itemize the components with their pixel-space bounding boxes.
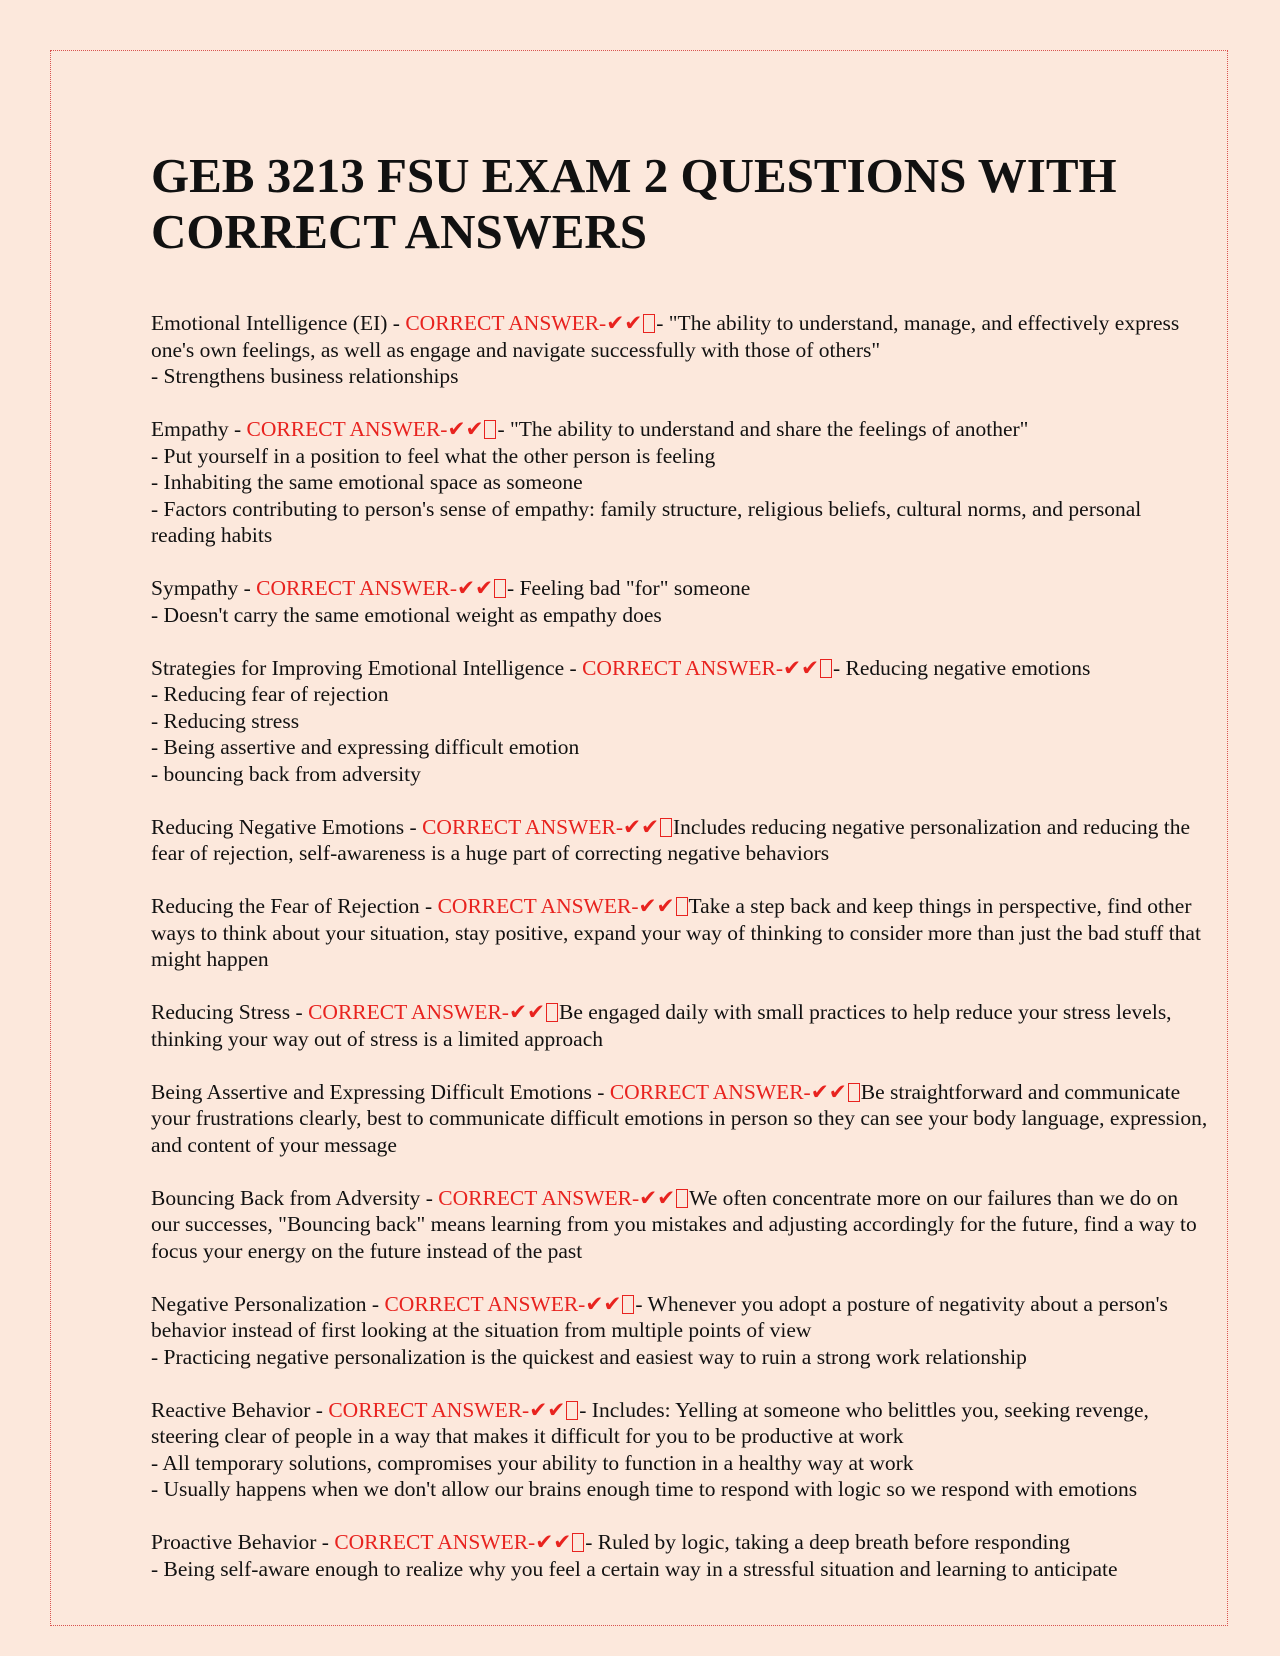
answer-bullet-line: - Factors contributing to person's sense of empathy: family structure, religious beliefs, cultural norms, and personal reading habits [151,496,1142,547]
answer-bullet-line: - Usually happens when we don't allow our brains enough time to respond with logic so we respond with emotions [151,1477,1138,1501]
qa-first-line [151,1291,1211,1344]
separator: - [404,814,423,839]
answer-bullet-line: - Reducing fear of rejection [151,682,389,706]
question-term: Negative Personalization [151,1291,367,1316]
answer-bullet-line: - Practicing negative personalization is the quickest and easiest way to ruin a strong work relationship [151,1344,1027,1369]
qa-first-line [151,655,1211,682]
qa-first-line [151,575,1211,602]
qa-first-line [151,814,1211,867]
qa-list [151,310,1211,1582]
separator: - [366,1291,385,1316]
qa-entry [151,999,1211,1052]
qa-first-line [151,893,1211,973]
answer-bullet-line: - Being assertive and expressing difficult emotion [151,735,580,759]
question-term: Reducing the Fear of Rejection [151,894,420,918]
correct-answer-marker: CORRECT ANSWER-✔✔ [256,576,494,600]
answer-bullet-line: - Put yourself in a position to feel what the other person is feeling [151,443,716,468]
separator: - [564,655,583,680]
separator: - [238,576,257,600]
question-term: Bouncing Back from Adversity [151,1185,421,1210]
separator: - [591,1079,610,1104]
question-term: Empathy [151,417,229,441]
separator: - [387,311,406,335]
missing-glyph-icon [494,579,506,598]
correct-answer-marker: CORRECT ANSWER-✔✔ [405,311,643,335]
qa-entry [151,416,1211,549]
separator: - [290,1000,309,1024]
qa-entry [151,1185,1211,1265]
missing-glyph-icon [820,659,832,678]
qa-first-line [151,1397,1211,1450]
separator: - [419,894,438,918]
qa-entry [151,814,1211,867]
question-term: Emotional Intelligence (EI) [151,311,388,335]
missing-glyph-icon [660,818,672,837]
correct-answer-marker: CORRECT ANSWER-✔✔ [246,417,484,441]
missing-glyph-icon [848,1083,860,1102]
question-term: Being Assertive and Expressing Difficult Emotions [151,1079,592,1104]
question-term: Strategies for Improving Emotional Intelligence [151,655,565,680]
qa-first-line [151,310,1211,363]
answer-text: - Includes: Yelling at someone who belittles you, seeking revenge, steering clear of people in a way that makes it difficult for you to be productive at work [151,1397,1149,1448]
page-title: GEB 3213 FSU EXAM 2 QUESTIONS WITH CORRECT ANSWERS [151,148,1117,259]
missing-glyph-icon [676,1189,688,1208]
qa-entry [151,1291,1211,1371]
answer-text: - Whenever you adopt a posture of negativity about a person's behavior instead of first looking at the situation from multiple points of view [151,1291,1168,1342]
answer-bullet-line: - Strengthens business relationships [151,364,459,388]
missing-glyph-icon [676,897,688,916]
answer-bullet-line: - All temporary solutions, compromises your ability to function in a healthy way at work [151,1450,914,1475]
qa-entry [151,1079,1211,1159]
qa-first-line [151,1079,1211,1159]
correct-answer-marker: CORRECT ANSWER-✔✔ [328,1397,566,1422]
missing-glyph-icon [546,1003,558,1022]
qa-entry [151,310,1211,390]
qa-first-line [151,416,1211,443]
answer-text: - Ruled by logic, taking a deep breath before responding [585,1530,1071,1554]
answer-text: - "The ability to understand, manage, and effectively express one's own feelings, as well as engage and navigate successfully with those of others" [151,311,1180,362]
qa-first-line [151,999,1211,1052]
question-term: Reactive Behavior [151,1397,311,1422]
answer-text: - Feeling bad "for" someone [507,576,751,600]
answer-text: - "The ability to understand and share the feelings of another" [497,417,1029,441]
qa-entry [151,575,1211,628]
missing-glyph-icon [622,1295,634,1314]
answer-text: - Reducing negative emotions [833,655,1091,680]
correct-answer-marker: CORRECT ANSWER-✔✔ [384,1291,622,1316]
answer-bullet-line: - Doesn't carry the same emotional weight as empathy does [151,602,662,627]
answer-bullet-line: - bouncing back from adversity [151,761,421,786]
qa-first-line [151,1185,1211,1265]
answer-bullet-line: - Reducing stress [151,708,300,733]
separator: - [228,417,247,441]
correct-answer-marker: CORRECT ANSWER-✔✔ [334,1530,572,1554]
missing-glyph-icon [643,314,655,333]
qa-entry [151,1397,1211,1503]
answer-bullet-line: - Inhabiting the same emotional space as someone [151,470,583,494]
question-term: Proactive Behavior [151,1530,317,1554]
answer-bullet-line: - Being self-aware enough to realize why you feel a certain way in a stressful situation and learning to anticipate [151,1556,1118,1581]
document-body [151,148,1211,1609]
question-term: Reducing Negative Emotions [151,814,405,839]
separator: - [316,1530,335,1554]
missing-glyph-icon [566,1401,578,1420]
correct-answer-marker: CORRECT ANSWER-✔✔ [438,1185,676,1210]
separator: - [420,1185,439,1210]
qa-entry [151,655,1211,788]
correct-answer-marker: CORRECT ANSWER-✔✔ [609,1079,847,1104]
correct-answer-marker: CORRECT ANSWER-✔✔ [422,814,660,839]
correct-answer-marker: CORRECT ANSWER-✔✔ [308,1000,545,1024]
answer-text: Be straightforward and communicate your frustrations clearly, best to communicate difficult emotions in person so they can see your body language, expression, and content of your message [151,1079,1208,1157]
answer-text: Includes reducing negative personalization and reducing the fear of rejection, self-awareness is a huge part of correcting negative behaviors [151,814,1191,865]
answer-text: Take a step back and keep things in perspective, find other ways to think about your situation, stay positive, expand your way of thinking to consider more than just the bad stuff that might happen [151,894,1201,971]
missing-glyph-icon [572,1533,584,1552]
question-term: Reducing Stress [151,1000,291,1024]
separator: - [310,1397,329,1422]
answer-text: Be engaged daily with small practices to help reduce your stress levels, thinking your way out of stress is a limited approach [151,1000,1172,1051]
qa-entry [151,893,1211,973]
question-term: Sympathy [151,576,239,600]
correct-answer-marker: CORRECT ANSWER-✔✔ [437,894,675,918]
correct-answer-marker: CORRECT ANSWER-✔✔ [582,655,820,680]
qa-first-line [151,1529,1211,1556]
qa-entry [151,1529,1211,1582]
answer-text: We often concentrate more on our failures than we do on our successes, "Bouncing back" means learning from you mistakes and adjusting accordingly for the future, find a way to focus your energy on the future instead of the past [151,1185,1197,1263]
missing-glyph-icon [484,420,496,439]
